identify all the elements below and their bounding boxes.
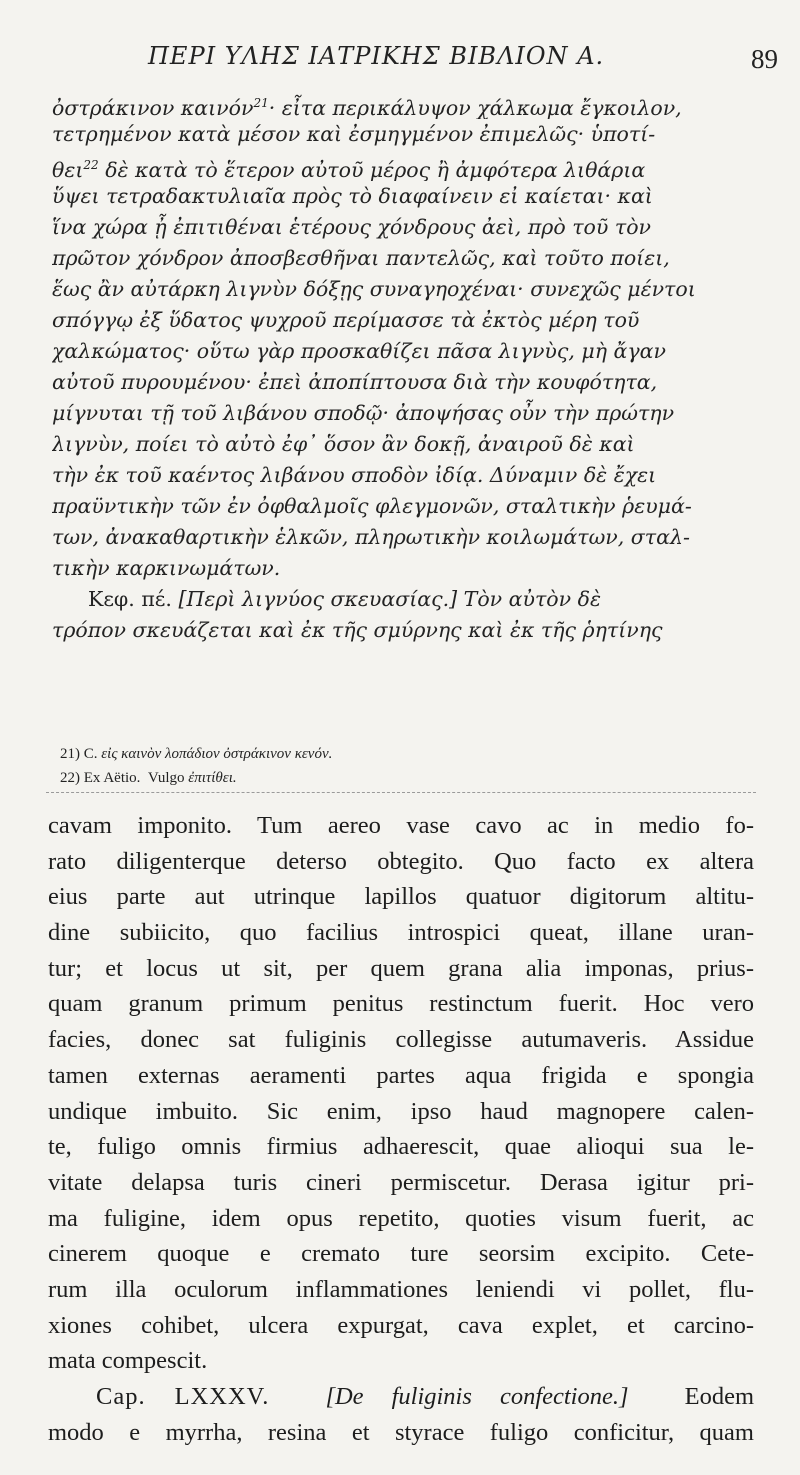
latin-line: xiones cohibet, ulcera expurgat, cava explet, et carcino- (48, 1311, 754, 1339)
greek-line: τρόπον σκευάζεται καὶ ἐκ τῆς σμύρνης καὶ ἐκ τῆς ῥητίνης (52, 618, 663, 642)
greek-line: τικὴν καρκινωμάτων. (52, 556, 281, 580)
latin-line: rum illa oculorum inflammationes leniendi vi pollet, flu- (48, 1275, 754, 1303)
latin-line: rato diligenterque deterso obtegito. Quo facto ex altera (48, 847, 754, 875)
greek-chapter-title: [Περὶ λιγνύος σκευασίας.] (178, 587, 458, 611)
greek-line: των, ἀνακαθαρτικὴν ἑλκῶν, πληρωτικὴν κοιλωμάτων, σταλ- (52, 525, 690, 549)
page-header (48, 36, 778, 76)
latin-line: modo e myrrha, resina et styrace fuligo conficitur, quam (48, 1418, 754, 1446)
latin-text-block (48, 808, 754, 1450)
greek-line: πρῶτον χόνδρον ἀποσβεσθῆναι παντελῶς, καὶ τοῦτο ποίει, (52, 246, 670, 270)
latin-line: eius parte aut utrinque lapillos quatuor digitorum altitu- (48, 883, 754, 911)
latin-chapter-heading: Cap. LXXXV. [De fuliginis confectione.] Eodem (96, 1383, 754, 1410)
greek-line: θει$^{22}$ δὲ κατὰ τὸ ἕτερον αὐτοῦ μέρος ἢ ἀμφότερα λιθάρια (52, 158, 646, 181)
greek-line: τὴν ἐκ τοῦ καέντος λιβάνου σποδὸν ἰδίᾳ. Δύναμιν δὲ ἔχει (52, 463, 657, 487)
greek-line: ὀστράκινον καινόν$^{21}$· εἶτα περικάλυψον χάλκωμα ἔγκοιλον, (52, 96, 682, 119)
latin-line: facies, donec sat fuliginis collegisse autumaveris. Assidue (48, 1026, 754, 1054)
page-number: 89 (751, 44, 778, 74)
footnote-21: 21) C. εἰς καινὸν λοπάδιον ὀστράκινον κενόν. (60, 746, 333, 762)
greek-chapter-label: Κεφ. πέ. (88, 587, 172, 611)
footnote-ref-22: 22 (83, 158, 99, 172)
greek-line: ὕψει τετραδακτυλιαῖα πρὸς τὸ διαφαίνειν εἰ καίεται· καὶ (52, 184, 653, 208)
latin-line: undique imbuito. Sic enim, ipso haud magnopere calen- (48, 1097, 754, 1125)
section-divider (46, 792, 756, 793)
latin-line: quam granum primum penitus restinctum fuerit. Hoc vero (48, 990, 754, 1018)
greek-line: ἕως ἂν αὐτάρκη λιγνὺν δόξῃς συναγηοχέναι· συνεχῶς μέντοι (52, 277, 696, 301)
footnote-ref-21: 21 (253, 96, 269, 110)
footnote-22: 22) Ex Aëtio. Vulgo ἐπιτίθει. (60, 770, 237, 786)
latin-chapter-label: Cap. LXXXV. (96, 1383, 270, 1410)
running-title: ΠΕΡΙ ΥΛΗΣ ΙΑΤΡΙΚΗΣ ΒΙΒΛΙΟΝ Α. (148, 42, 605, 70)
latin-line: cavam imponito. Tum aereo vase cavo ac in medio fo- (48, 812, 754, 839)
greek-line: λιγνὺν, ποίει τὸ αὐτὸ ἐφ᾽ ὅσον ἂν δοκῇ, ἀναιροῦ δὲ καὶ (52, 432, 635, 456)
greek-line: χαλκώματος· οὕτω γὰρ προσκαθίζει πᾶσα λιγνὺς, μὴ ἄγαν (52, 339, 666, 363)
latin-line: vitate delapsa turis cineri permiscetur. Derasa igitur pri- (48, 1168, 754, 1196)
greek-text-block (52, 88, 756, 646)
greek-line: αὐτοῦ πυρουμένου· ἐπεὶ ἀποπίπτουσα διὰ τὴν κουφότητα, (52, 370, 658, 394)
greek-line: πραϋντικὴν τῶν ἐν ὀφθαλμοῖς φλεγμονῶν, σταλτικὴν ῥευμά- (52, 494, 692, 518)
latin-line: dine subiicito, quo facilius introspici queat, illane uran- (48, 919, 754, 947)
footnotes (60, 742, 760, 790)
latin-line: tamen externas aeramenti partes aqua frigida e spongia (48, 1061, 754, 1089)
latin-line: cinerem quoque e cremato ture seorsim excipito. Cete- (48, 1240, 754, 1268)
latin-line: tur; et locus ut sit, per quem grana alia imponas, prius- (48, 954, 754, 982)
latin-line: te, fuligo omnis firmius adhaerescit, quae alioqui sua le- (48, 1133, 754, 1161)
latin-chapter-title: [De fuliginis confectione.] (325, 1383, 629, 1410)
greek-chapter-heading: Κεφ. πέ. [Περὶ λιγνύος σκευασίας.] Τὸν αὐτὸν δὲ (88, 587, 601, 611)
latin-line: ma fuligine, idem opus repetito, quoties visum fuerit, ac (48, 1204, 754, 1232)
greek-line: σπόγγῳ ἐξ ὕδατος ψυχροῦ περίμασσε τὰ ἐκτὸς μέρη τοῦ (52, 308, 640, 332)
greek-line: μίγνυται τῇ τοῦ λιβάνου σποδῷ· ἀποψήσας οὖν τὴν πρώτην (52, 401, 675, 425)
latin-line: mata compescit. (48, 1347, 208, 1375)
greek-line: ἵνα χώρα ᾖ ἐπιτιθέναι ἑτέρους χόνδρους ἀεὶ, πρὸ τοῦ τὸν (52, 215, 652, 239)
greek-line: τετρημένον κατὰ μέσον καὶ ἐσμηγμένον ἐπιμελῶς· ὑποτί- (52, 122, 656, 146)
